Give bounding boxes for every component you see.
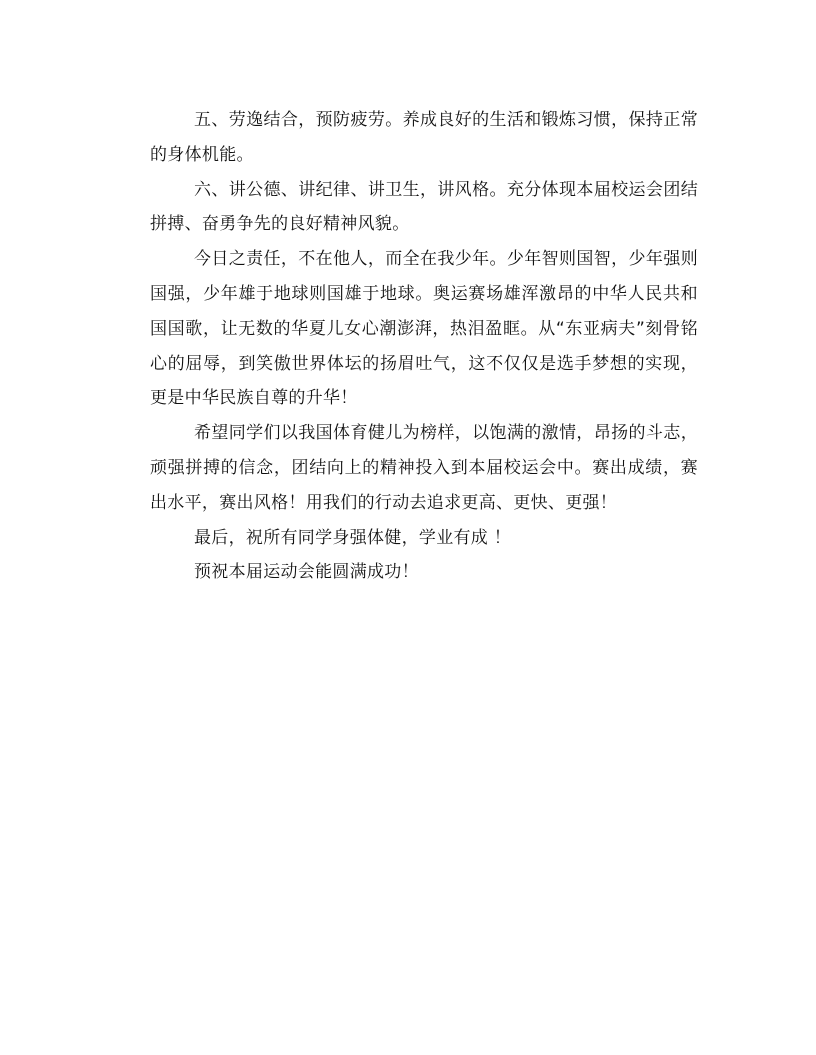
paragraph-final-wishes: 最后，祝所有同学身强体健，学业有成 ！ — [194, 527, 512, 548]
paragraph-closing-wish: 预祝本届运动会能圆满成功！ — [194, 562, 419, 583]
paragraph-hope-for-students: 希望同学们以我国体育健儿为榜样，以饱满的激情，昂扬的斗志，顽强拼搏的信念，团结向上的精神投入到本届校运会中。赛出成绩，赛出水平，赛出风格！用我们的行动去追求更高、更快、更强！ — [150, 423, 698, 513]
document-body — [150, 103, 698, 590]
paragraph-sportsmanship: 六、讲公德、讲纪律、讲卫生，讲风格。充分体现本届校运会团结拼搏、奋勇争先的良好精神风貌。 — [150, 179, 698, 235]
paragraph-rest-and-fatigue: 五、劳逸结合，预防疲劳。养成良好的生活和锻炼习惯，保持正常的身体机能。 — [150, 110, 698, 165]
paragraph-youth-responsibility: 今日之责任，不在他人，而全在我少年。少年智则国智，少年强则国强，少年雄于地球则国雄于地球。奥运赛场雄浑激昂的中华人民共和国国歌，让无数的华夏儿女心潮澎湃，热泪盈眶。从“东亚病夫”刻骨铭心的屈辱，到笑傲世界体坛的扬眉吐气，这不仅仅是选手梦想的实现，更是中华民族自尊的升华！ — [150, 249, 698, 409]
